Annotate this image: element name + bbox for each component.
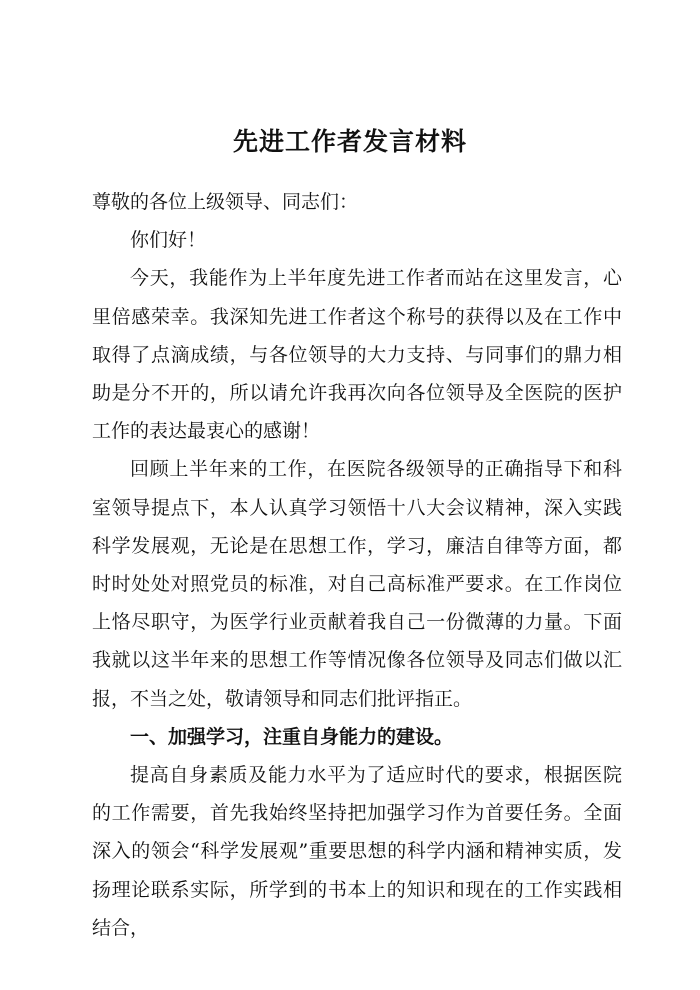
salutation: 尊敬的各位上级领导、同志们： — [92, 191, 359, 213]
paragraph-review: 回顾上半年来的工作，在医院各级领导的正确指导下和科室领导提点下，本人认真学习领悟十八大会议精神，深入实践科学发展观，无论是在思想工作，学习，廉洁自律等方面，都时时处处对照党员的标准，对自己高标准严要求。在工作岗位上恪尽职守，为医学行业贡献着我自己一份微薄的力量。下面我就以这半年来的思想工作等情况像各位领导及同志们做以汇报，不当之处，敬请领导和同志们批评指正。 — [92, 458, 622, 710]
paragraph-thanks: 今天，我能作为上半年度先进工作者而站在这里发言，心里倍感荣幸。我深知先进工作者这个称号的获得以及在工作中取得了点滴成绩，与各位领导的大力支持、与同事们的鼎力相助是分不开的，所以请允许我再次向各位领导及全医院的医护工作的表达最衷心的感谢！ — [92, 267, 622, 443]
document-title: 先进工作者发言材料 — [232, 127, 467, 156]
document-body — [92, 183, 622, 947]
section-paragraph: 提高自身素质及能力水平为了适应时代的要求，根据医院的工作需要，首先我始终坚持把加强学习作为首要任务。全面深入的领会“科学发展观”重要思想的科学内涵和精神实质，发扬理论联系实际，所学到的书本上的知识和现在的工作实践相结合， — [92, 764, 622, 939]
greeting: 你们好！ — [130, 229, 207, 252]
section-heading: 一、加强学习，注重自身能力的建设。 — [130, 725, 454, 748]
